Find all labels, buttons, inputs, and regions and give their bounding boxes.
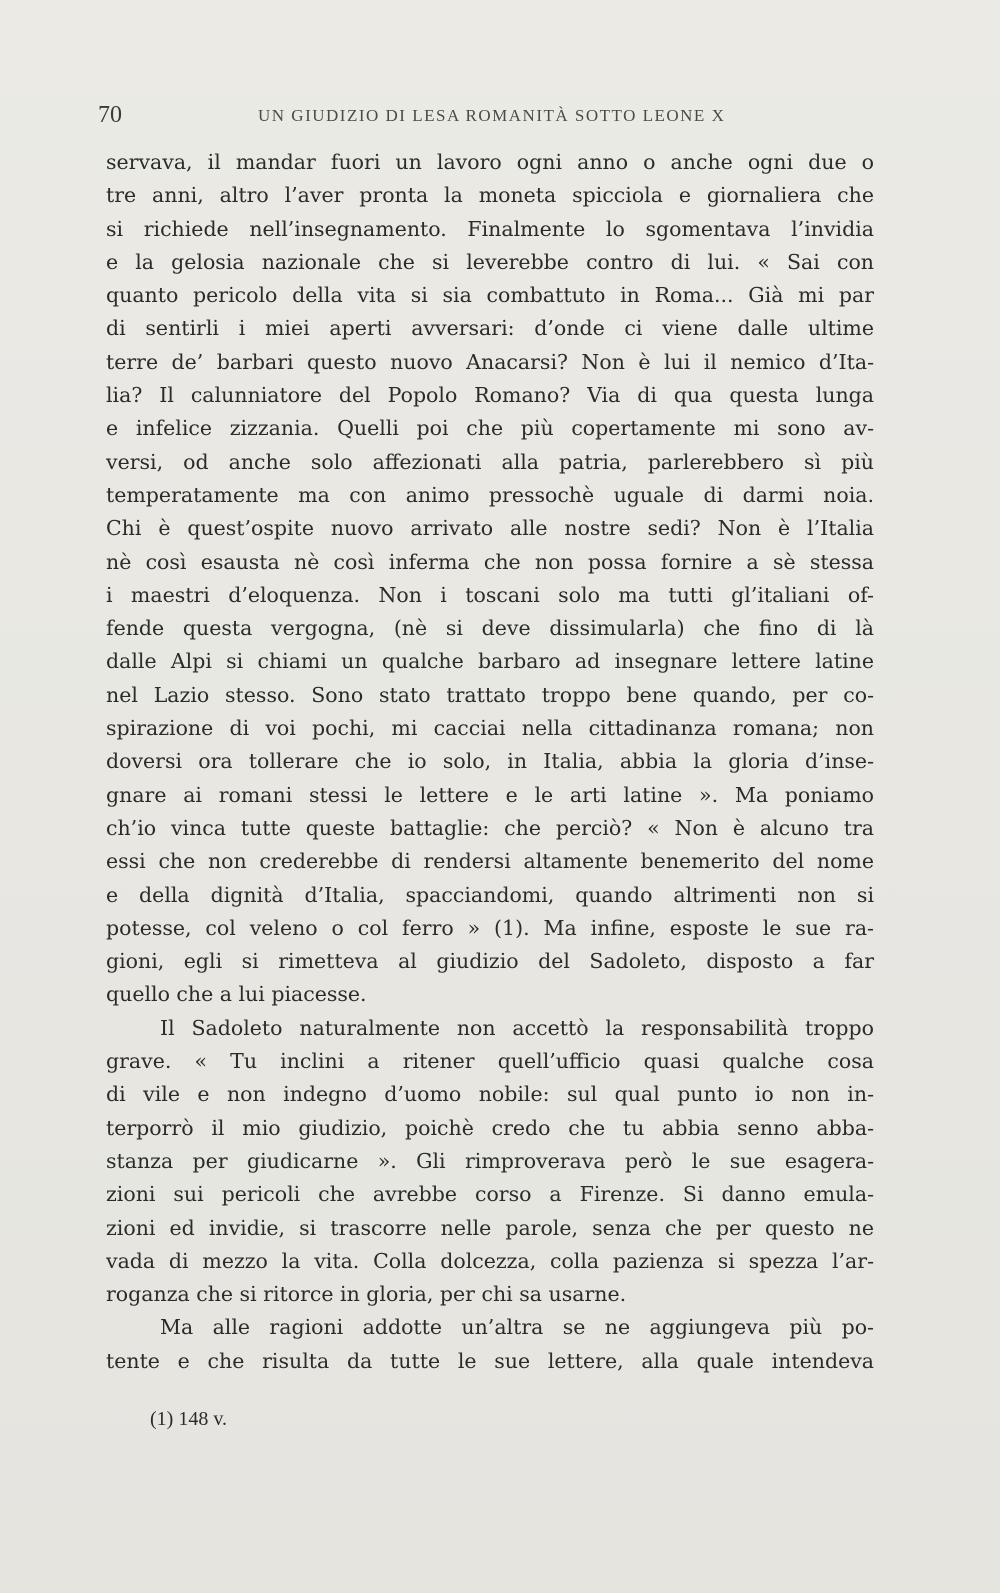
text-line: di sentirli i miei aperti avversari: d’onde ci viene dalle ultime bbox=[106, 316, 874, 341]
text-line: temperatamente ma con animo pressochè uguale di darmi noia. bbox=[106, 482, 874, 507]
text-line: tre anni, altro l’aver pronta la moneta spicciola e giornaliera che bbox=[106, 183, 874, 208]
text-line: zioni sui pericoli che avrebbe corso a Firenze. Si danno emula- bbox=[106, 1182, 874, 1207]
text-line: gioni, egli si rimetteva al giudizio del Sadoleto, disposto a far bbox=[106, 949, 874, 974]
text-line: e infelice zizzania. Quelli poi che più copertamente mi sono av- bbox=[106, 416, 874, 441]
text-line: grave. « Tu inclini a ritener quell’ufficio quasi qualche cosa bbox=[106, 1049, 874, 1074]
text-line: si richiede nell’insegnamento. Finalmente lo sgomentava l’invidia bbox=[106, 216, 874, 241]
text-line: doversi ora tollerare che io solo, in Italia, abbia la gloria d’inse- bbox=[106, 749, 874, 774]
footnote: (1) 148 v. bbox=[150, 1408, 228, 1430]
text-line: tente e che risulta da tutte le sue lettere, alla quale intendeva bbox=[106, 1348, 874, 1373]
text-line: terporrò il mio giudizio, poichè credo che tu abbia senno abba- bbox=[106, 1115, 874, 1140]
text-line: dalle Alpi si chiami un qualche barbaro ad insegnare lettere latine bbox=[106, 649, 874, 674]
text-line: nè così esausta nè così inferma che non possa fornire a sè stessa bbox=[106, 549, 874, 574]
text-line: vada di mezzo la vita. Colla dolcezza, colla pazienza si spezza l’ar- bbox=[106, 1248, 874, 1273]
text-line: terre de’ barbari questo nuovo Anacarsi? Non è lui il nemico d’Ita- bbox=[106, 349, 874, 374]
text-line: quanto pericolo della vita si sia combattuto in Roma... Già mi par bbox=[106, 283, 874, 308]
text-line: spirazione di voi pochi, mi cacciai nella cittadinanza romana; non bbox=[106, 716, 874, 741]
text-line: di vile e non indegno d’uomo nobile: sul qual punto io non in- bbox=[106, 1082, 874, 1107]
text-line: nel Lazio stesso. Sono stato trattato troppo bene quando, per co- bbox=[106, 682, 874, 707]
text-line: e della dignità d’Italia, spacciandomi, quando altrimenti non si bbox=[106, 882, 874, 907]
body-text bbox=[106, 146, 874, 1378]
text-line: i maestri d’eloquenza. Non i toscani solo ma tutti gl’italiani of- bbox=[106, 582, 874, 607]
text-line: essi che non crederebbe di rendersi altamente benemerito del nome bbox=[106, 849, 874, 874]
text-line: potesse, col veleno o col ferro » (1). Ma infine, esposte le sue ra- bbox=[106, 915, 874, 940]
page-header bbox=[98, 102, 878, 132]
page-number: 70 bbox=[98, 102, 122, 128]
text-line: gnare ai romani stessi le lettere e le arti latine ». Ma poniamo bbox=[106, 782, 874, 807]
text-line: quello che a lui piacesse. bbox=[106, 982, 367, 1007]
text-line: lia? Il calunniatore del Popolo Romano? Via di qua questa lunga bbox=[106, 383, 874, 408]
text-line: roganza che si ritorce in gloria, per chi sa usarne. bbox=[106, 1282, 627, 1307]
text-line: zioni ed invidie, si trascorre nelle parole, senza che per questo ne bbox=[106, 1215, 874, 1240]
text-line: stanza per giudicarne ». Gli rimproverava però le sue esagera- bbox=[106, 1148, 874, 1173]
text-line: Chi è quest’ospite nuovo arrivato alle nostre sedi? Non è l’Italia bbox=[106, 516, 874, 541]
text-line: fende questa vergogna, (nè si deve dissimularla) che fino di là bbox=[106, 616, 874, 641]
text-line: servava, il mandar fuori un lavoro ogni anno o anche ogni due o bbox=[106, 150, 874, 174]
text-line: Ma alle ragioni addotte un’altra se ne aggiungeva più po- bbox=[160, 1315, 874, 1340]
running-title: UN GIUDIZIO DI LESA ROMANITÀ SOTTO LEONE X bbox=[258, 106, 726, 125]
text-line: versi, od anche solo affezionati alla patria, parlerebbero sì più bbox=[106, 449, 874, 474]
text-line: ch’io vinca tutte queste battaglie: che perciò? « Non è alcuno tra bbox=[106, 815, 874, 840]
text-line: Il Sadoleto naturalmente non accettò la responsabilità troppo bbox=[160, 1015, 874, 1040]
text-line: e la gelosia nazionale che si leverebbe contro di lui. « Sai con bbox=[106, 249, 874, 274]
